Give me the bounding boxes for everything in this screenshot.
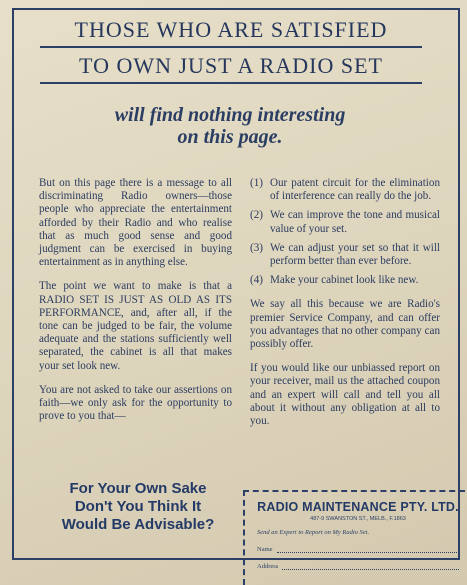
left-paragraph-2: The point we want to make is that a RADIO SET IS JUST AS OLD AS ITS PERFORMANCE, and, after all, if the tone can be judged to be fair, the volume adequate and the stations sufficiently well separated, the cabinet is all that makes your set look new.	[39, 280, 232, 372]
coupon-name-line[interactable]	[277, 546, 459, 553]
coupon-address-field[interactable]	[257, 563, 459, 570]
list-item	[250, 209, 440, 235]
subheading-line-1: will find nothing interesting	[114, 104, 346, 126]
right-paragraph-2: If you would like our unbiassed report on your receiver, mail us the attached coupon and an expert will call and tell you all about it without any obligation at all to you.	[250, 362, 440, 428]
list-number: (4)	[250, 274, 263, 287]
callout-line-1: For Your Own Sake	[69, 480, 207, 497]
coupon-address-line[interactable]	[282, 563, 459, 570]
coupon-name-label: Name	[257, 546, 273, 553]
headline	[40, 15, 422, 87]
list-number: (2)	[250, 209, 263, 222]
coupon-request-note: Send an Expert to Report on My Radio Set.	[257, 529, 370, 536]
subheading	[80, 104, 380, 148]
left-paragraph-1: But on this page there is a message to all discriminating Radio owners—those people who appreciate the entertainment afforded by their Radio and who realise that as much good sense and good judgment can be exercised in buying entertainment as in anything else.	[39, 177, 232, 269]
right-paragraph-1: We say all this because we are Radio's premier Service Company, and can offer you advantages that no other company can possibly offer.	[250, 298, 440, 351]
list-text: We can improve the tone and musical value of your set.	[270, 209, 440, 235]
callout-line-3: Would Be Advisable?	[61, 516, 215, 533]
list-number: (3)	[250, 241, 263, 254]
list-item	[250, 274, 440, 287]
coupon-company-name: RADIO MAINTENANCE PTY. LTD.	[257, 500, 459, 514]
callout-line-2: Don't You Think It	[74, 498, 202, 515]
callout-slogan	[38, 480, 238, 534]
coupon-address-label: Address	[257, 563, 279, 570]
list-item	[250, 177, 440, 203]
coupon-company-address: 487-9 SWANSTON ST., MELB., F.1863	[310, 516, 406, 522]
list-text: Our patent circuit for the elimination of interference can really do the job.	[270, 177, 440, 203]
left-column	[39, 177, 232, 434]
headline-line-1: THOSE WHO ARE SATISFIED	[40, 15, 422, 48]
right-column	[250, 177, 440, 439]
coupon-name-field[interactable]	[257, 546, 459, 553]
list-text: Make your cabinet look like new.	[270, 274, 419, 287]
list-text: We can adjust your set so that it will perform better than ever before.	[270, 241, 440, 268]
subheading-line-2: on this page.	[177, 126, 283, 148]
list-item	[250, 242, 440, 268]
headline-line-2: TO OWN JUST A RADIO SET	[40, 51, 422, 84]
mail-coupon	[243, 490, 465, 585]
left-paragraph-3: You are not asked to take our assertions on faith—we only ask for the opportunity to prove to you that—	[39, 383, 232, 423]
list-number: (1)	[250, 177, 263, 189]
